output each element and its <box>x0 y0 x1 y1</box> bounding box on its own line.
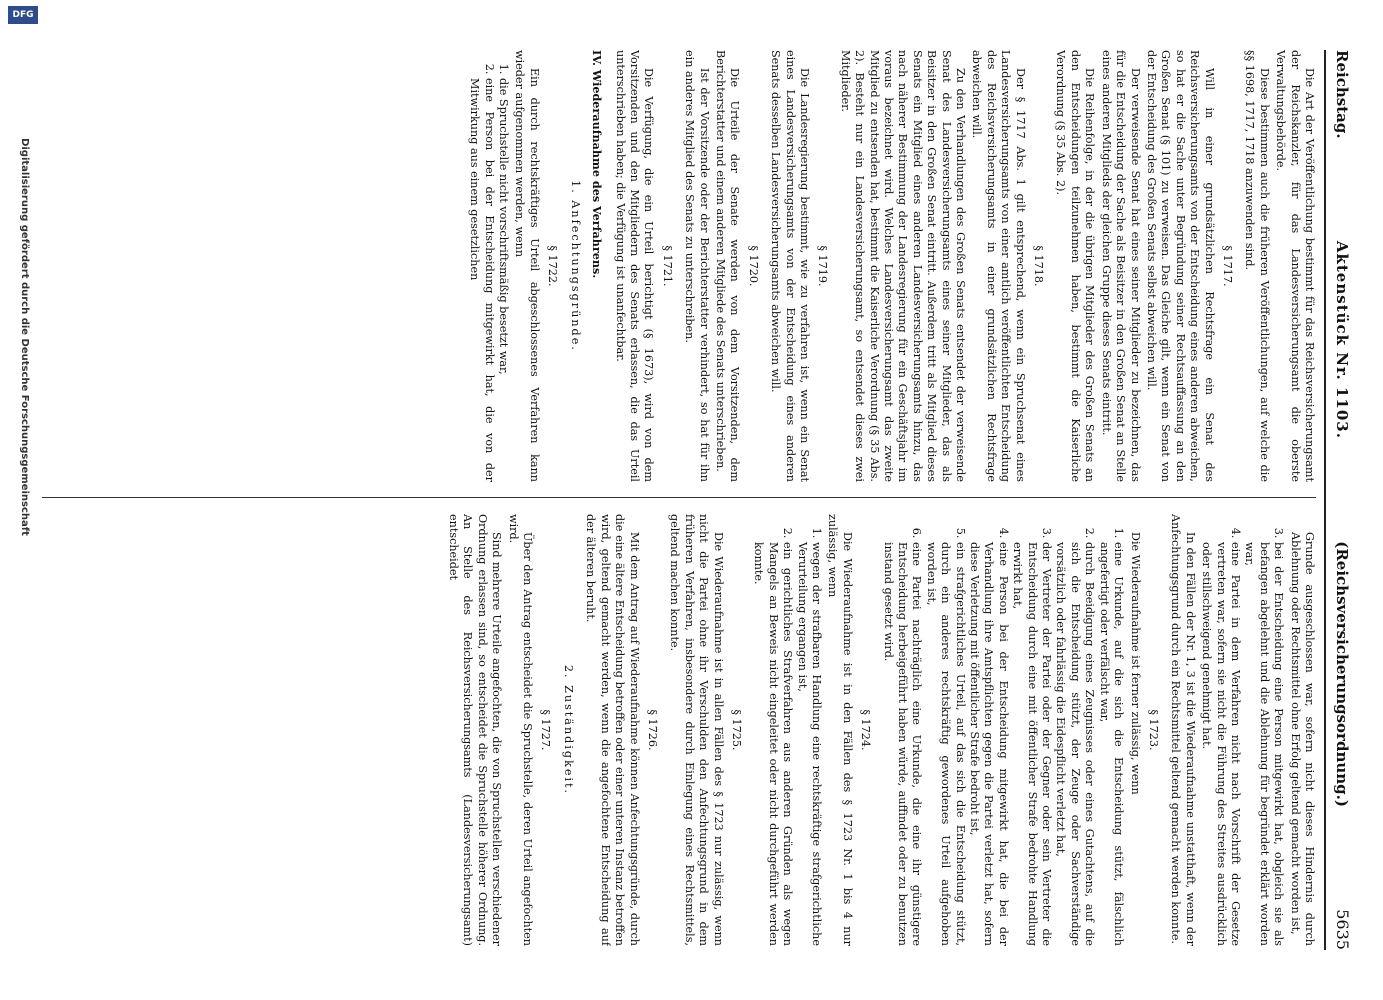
header-left: Reichstag. <box>1332 50 1351 139</box>
section-title: § 1719. <box>815 245 829 287</box>
paragraph: In den Fällen der Nr. 1, 3 ist die Wiederaufnahme unstatthaft, wenn der Anfechtungsgrund durch ein Rechtsmittel geltend gemacht werden konnte. <box>1168 514 1197 946</box>
document-page <box>22 30 1362 970</box>
list-item: 2. durch Beeidigung eines Zeugnisses oder eines Gutachtens, auf die sich die Entscheidung stützt, der Zeuge oder Sachverständige vorsätzlich oder fahrlässig die Eidespflicht verletzt hat, <box>1053 542 1096 946</box>
section-title: § 1721. <box>660 245 674 287</box>
column-divider <box>42 497 1316 498</box>
list-item: 2. eine Person bei der Entscheidung mitgewirkt hat, die von der Mitwirkung aus einem gesetzlichen <box>466 78 495 482</box>
paragraph: Die Art der Veröffentlichung bestimmt für das Reichsversicherungsamt der Reichskanzler, für das Landesversicherungsamt die oberste Verwaltungsbehörde. <box>1273 50 1316 482</box>
paragraph: Der § 1717 Abs. 1 gilt entsprechend, wenn ein Spruchsenat eines Landesversicherungsamts von einer amtlich veröffentlichten Entscheidung des Reichsversicherungsamts in einer grundsätzlichen Rechtsfrage abweichen will. <box>969 50 1027 482</box>
paragraph: Die Reihenfolge, in der die übrigen Mitglieder des Großen Senats an den Entscheidungen teilzunehmen haben, bestimmt die Kaiserliche Verordnung (§ 35 Abs. 2). <box>1054 50 1096 482</box>
section-title: § 1726. <box>645 709 659 751</box>
paragraph: Die Verfügung, die ein Urteil berichtigt (§ 1673), wird von dem Vorsitzenden und den Mitgliedern des Senats erlassen, die das Urteil unterschrieben haben; die Verfügung ist unanfechtbar. <box>613 50 655 482</box>
section-title: § 1718. <box>1031 245 1045 287</box>
list-item: 1. eine Urkunde, auf die sich die Entscheidung stützt, fälschlich angefertigt oder verfälscht war, <box>1096 542 1125 946</box>
paragraph: Der verweisende Senat hat eines seiner Mitglieder zu bezeichnen, das für die Entscheidung der Sache als Beisitzer in den Großen Senat an Stelle eines anderen Mitglieds der gleichen Gruppe dieses Senats eintritt. <box>1099 50 1142 482</box>
paragraph: Die Urteile der Senate werden von dem Vorsitzenden, dem Berichterstatter und einem anderen Mitgliede des Senats unterschrieben. <box>713 50 741 482</box>
list-item: Grunde ausgeschlossen war, sofern nicht dieses Hindernis durch Ablehnung oder Rechtsmittel ohne Erfolg geltend gemacht worden ist, <box>1288 532 1316 946</box>
sub-heading: 1. Anfechtungsgründe. <box>568 180 582 352</box>
digitization-stamp <box>0 0 46 1000</box>
list-item: 1. die Spruchstelle nicht vorschriftsmäßig besetzt war, <box>495 78 509 482</box>
paragraph: Will in einer grundsätzlichen Rechtsfrage ein Senat des Reichsversicherungsamts von der Entscheidung eines anderen abweichen, so hat er die Sache unter Begründung seiner Rechtsauffassung an den Großen Senat (§ 101) zu verweisen. Das Gleiche gilt, wenn ein Senat von der Entscheidung des Großen Senats selbst abweichen will. <box>1144 50 1216 482</box>
section-title: § 1727. <box>539 709 552 751</box>
list-item: 3. der Vertreter der Partei oder der Gegner oder sein Vertreter die Entscheidung durch eine mit öffentlicher Strafe bedrohte Handlung erwirkt hat, <box>1009 542 1052 946</box>
paragraph: Über den Antrag entscheidet die Spruchstelle, deren Urteil angefochten wird. <box>506 514 534 946</box>
section-title: § 1717. <box>1220 245 1234 287</box>
list-item: 3. bei der Entscheidung eine Person mitgewirkt hat, obgleich sie als befangen abgelehnt und die Ablehnung für begründet erklärt worden war, <box>1241 542 1284 946</box>
section-title: § 1724. <box>858 709 872 751</box>
paragraph: Zu den Verhandlungen des Großen Senats entsendet der verweisende Senat des Landesversicherungsamts eines seiner Mitglieder, das als Beisitzer in den Großen Senat eintritt. Außerdem tritt als Mitglied dieses Senats ein Mitglied eines anderen Landesversicherungsamts hinzu, das nach näherer Bestimmung der Landesregierung für ein Geschäftsjahr im voraus bezeichnet wird. Welches Landesversicherungsamt das zweite Mitglied zu entsenden hat, bestimmt die Kaiserliche Verordnung (§ 35 Abs. 2). Besteht nur ein Landesversicherungsamt, so entsendet dieses zwei Mitglieder. <box>838 50 967 482</box>
left-column <box>42 50 1316 482</box>
section-title: § 1720. <box>746 245 760 287</box>
page-header <box>1324 50 1358 950</box>
sub-heading: 2. Zuständigkeit. <box>561 664 575 796</box>
paragraph: Die Wiederaufnahme ist in allen Fällen des § 1723 nur zulässig, wenn nicht die Partei ohne ihr Verschulden den Anfechtungsgrund in dem früheren Verfahren, insbesondere durch Einlegung eines Rechtsmittels, geltend machen konnte. <box>667 514 725 946</box>
paragraph: Sind mehrere Urteile angefochten, die von Spruchstellen verschiedener Ordnung erlassen sind, so entscheidet die Spruchstelle höherer Ordnung. An Stelle des Reichsversicherungsamts (Landesversicherungsamt) entscheidet <box>446 514 503 946</box>
part-heading: IV. Wiederaufnahme des Verfahrens. <box>589 50 604 279</box>
section-title: § 1725. <box>729 709 743 751</box>
header-subtitle: (Reichsversicherungsordnung.) <box>1332 541 1351 807</box>
header-title: Aktenstück Nr. 1103. <box>1332 240 1351 439</box>
paragraph: Mit dem Antrag auf Wiederaufnahme können Anfechtungsgründe, durch die eine ältere Entscheidung betroffen oder einer unteren Instanz betroffen wird, geltend gemacht werden, wenn die angefochtene Entscheidung auf der älteren beruht. <box>583 514 641 946</box>
list-item: 1. wegen der strafbaren Handlung eine rechtskräftige strafgerichtliche Verurteilung ergangen ist, <box>794 542 823 946</box>
list-item: 4. eine Person bei der Entscheidung mitgewirkt hat, die bei der Verhandlung ihre Amtspflichten gegen die Partei verletzt hat, sofern diese Verletzung mit öffentlicher Strafe bedroht ist, <box>966 542 1009 946</box>
section-title: § 1723. <box>1146 709 1160 751</box>
list-item: 5. ein strafgerichtliches Urteil, auf das sich die Entscheidung stützt, durch ein anderes rechtskräftig gewordenes Urteil aufgehoben worden ist, <box>923 542 966 946</box>
right-column <box>42 514 1316 946</box>
paragraph: Ein durch rechtskräftiges Urteil abgeschlossenes Verfahren kann wieder aufgenommen werden, wenn <box>513 50 541 482</box>
digitization-note: Digitalisierung gefördert durch die Deutsche Forschungsgemeinschaft <box>19 138 30 536</box>
paragraph: Die Wiederaufnahme ist in den Fällen des § 1723 Nr. 1 bis 4 nur zulässig, wenn <box>825 514 854 946</box>
paragraph: Die Wiederaufnahme ist ferner zulässig, wenn <box>1128 532 1142 795</box>
section-title: § 1722. <box>545 245 559 287</box>
list-item: 2. ein gerichtliches Strafverfahren aus anderen Gründen als wegen Mangels an Beweis nicht eingeleitet oder nicht durchgeführt werden konnte. <box>750 542 793 946</box>
list-item: 6. eine Partei nachträglich eine Urkunde, die eine ihr günstigere Entscheidung herbeigeführt haben würde, auffindet oder zu benutzen instand gesetzt wird. <box>880 542 923 946</box>
page-number: 5635 <box>1332 909 1352 950</box>
list-item: 4. eine Partei in dem Verfahren nicht nach Vorschrift der Gesetze vertreten war, sofern sie nicht die Führung des Streites ausdrücklich oder stillschweigend genehmigt hat. <box>1198 542 1241 946</box>
paragraph: Diese bestimmen auch die früheren Veröffentlichungen, auf welche die §§ 1698, 1717, 1718 anzuwenden sind. <box>1242 50 1271 482</box>
paragraph: Die Landesregierung bestimmt, wie zu verfahren ist, wenn ein Senat eines Landesversicherungsamts von der Entscheidung eines anderen Senats desselben Landesversicherungsamts abweichen will. <box>768 50 811 482</box>
dfg-logo: DFG <box>8 6 38 24</box>
paragraph: Ist der Vorsitzende oder der Berichterstatter verhindert, so hat für ihn ein anderes Mitglied des Senats zu unterschreiben. <box>682 50 711 482</box>
